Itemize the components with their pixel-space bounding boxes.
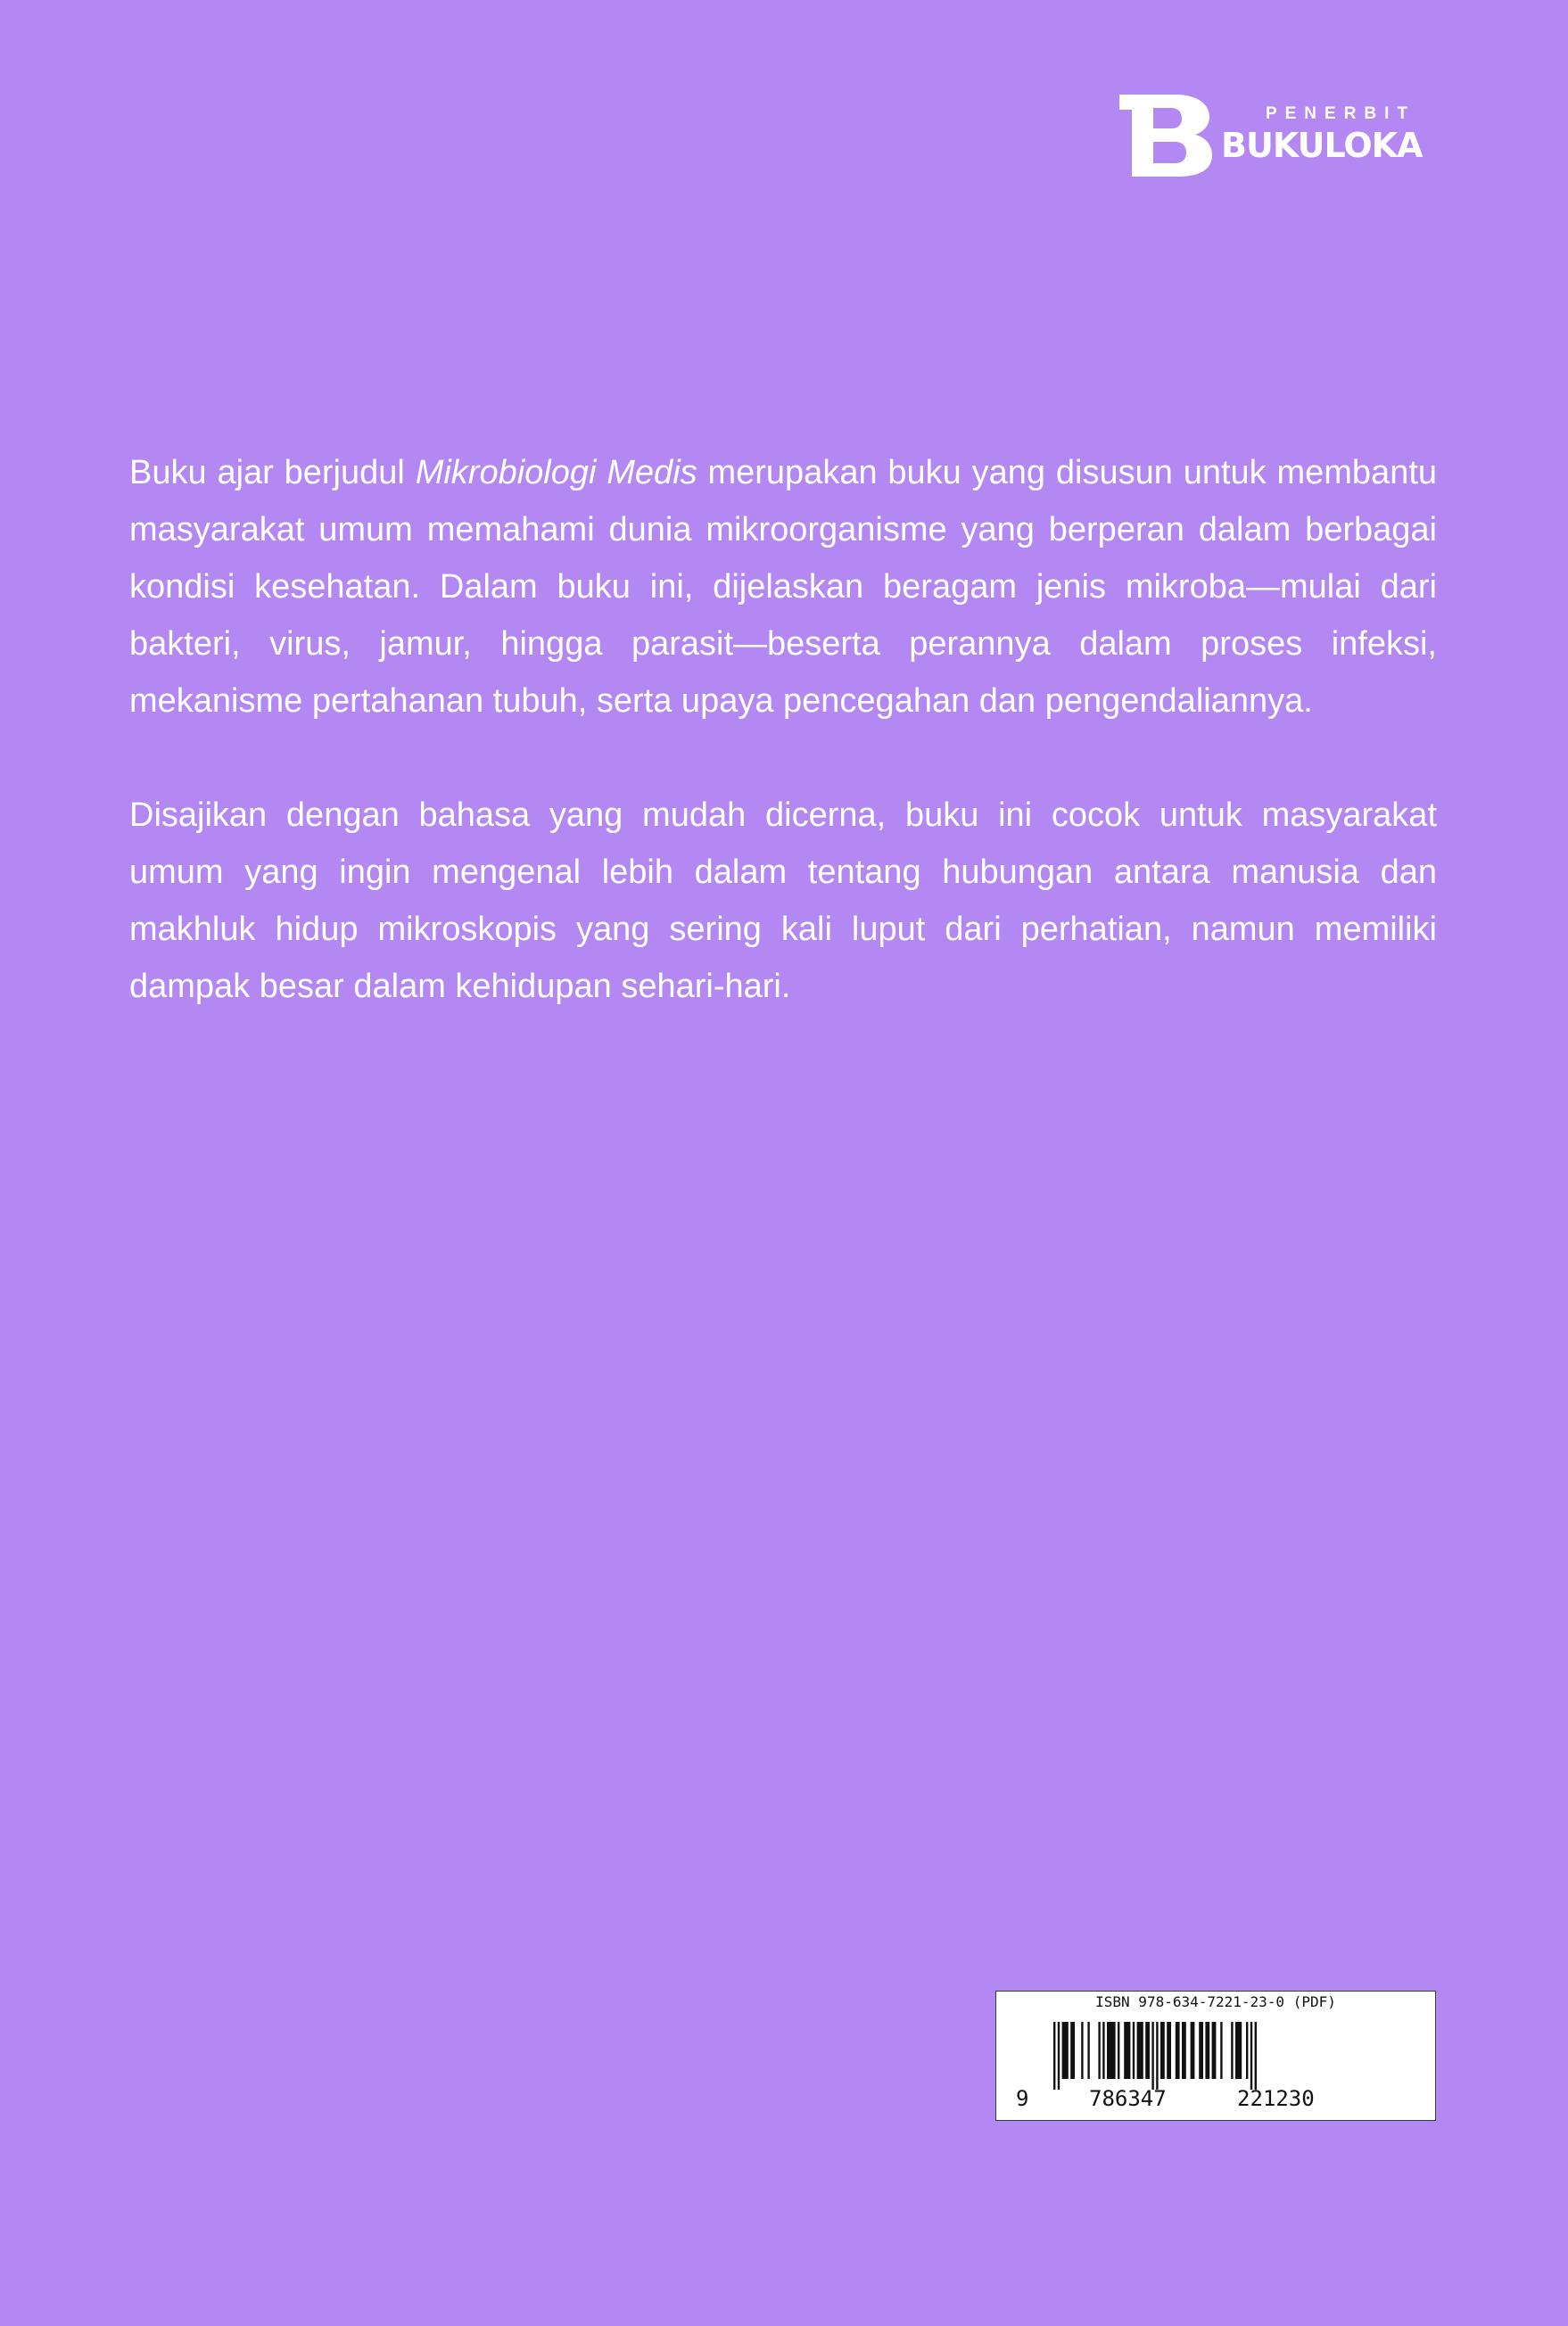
isbn-barcode bbox=[995, 1991, 1436, 2121]
book-title: Mikrobiologi Medis bbox=[415, 454, 697, 491]
barcode-bar bbox=[1182, 2022, 1186, 2079]
blurb-paragraph-1 bbox=[129, 444, 1437, 730]
barcode-bar bbox=[1160, 2022, 1165, 2079]
barcode-bar bbox=[1070, 2022, 1075, 2079]
blurb-p1-body: merupakan buku yang disusun untuk membantu masyarakat umum memahami dunia mikroorganisme yang berperan dalam berbagai kondisi kesehatan. Dalam buku ini, dijelaskan beragam jenis mikroba—mulai dari bakteri, virus, jamur, hingga parasit—beserta perannya dalam proses infeksi, mekanisme pertahanan tubuh, serta upaya pencegahan dan pengendaliannya. bbox=[129, 454, 1438, 720]
barcode-guard-bar bbox=[1250, 2022, 1252, 2090]
barcode-bar bbox=[1081, 2022, 1083, 2079]
blurb bbox=[129, 444, 1437, 1072]
barcode-bar bbox=[1087, 2022, 1089, 2079]
barcode-bar bbox=[1199, 2022, 1203, 2079]
barcode-bar bbox=[1212, 2022, 1217, 2079]
barcode-bar bbox=[1167, 2022, 1171, 2079]
barcode-bar bbox=[1246, 2022, 1248, 2079]
blurb-paragraph-2: Disajikan dengan bahasa yang mudah dicerna, buku ini cocok untuk masyarakat umum yang ingin mengenal lebih dalam tentang hubungan antara manusia dan makhluk hidup mikroskopis yang sering kali luput dari perhatian, namun memiliki dampak besar dalam kehidupan sehari-hari. bbox=[129, 796, 1437, 1005]
barcode-bar bbox=[1176, 2022, 1180, 2079]
barcode-bar bbox=[1235, 2022, 1242, 2079]
barcode-guard-bar bbox=[1058, 2022, 1060, 2090]
barcode-guard-bar bbox=[1151, 2022, 1153, 2090]
barcode-digits-right: 221230 bbox=[1237, 2086, 1315, 2111]
barcode-bar bbox=[1231, 2022, 1233, 2079]
barcode-bar bbox=[1118, 2022, 1119, 2079]
barcode-bar bbox=[1205, 2022, 1209, 2079]
barcode-bar bbox=[1220, 2022, 1222, 2079]
barcode-guard-bar bbox=[1156, 2022, 1158, 2090]
barcode-bar bbox=[1062, 2022, 1069, 2079]
barcode-bar bbox=[1107, 2022, 1116, 2079]
barcode-bar bbox=[1098, 2022, 1100, 2079]
barcode-bar bbox=[1102, 2022, 1104, 2079]
barcode-bar bbox=[1145, 2022, 1150, 2079]
publisher-logo bbox=[1119, 95, 1439, 177]
barcode-bar bbox=[1133, 2022, 1135, 2079]
barcode-guard-bar bbox=[1053, 2022, 1055, 2090]
publisher-name: BUKULOKA bbox=[1221, 126, 1423, 165]
barcode-bar bbox=[1137, 2022, 1143, 2079]
barcode-bar bbox=[1191, 2022, 1195, 2079]
barcode-guard-bar bbox=[1255, 2022, 1257, 2090]
blurb-p1-intro: Buku ajar berjudul bbox=[129, 454, 416, 491]
isbn-label: ISBN 978-634-7221-23-0 (PDF) bbox=[1095, 1993, 1336, 2010]
publisher-b-logo-icon bbox=[1119, 95, 1214, 177]
barcode-digit-first: 9 bbox=[1016, 2086, 1029, 2111]
barcode-digits-left: 786347 bbox=[1089, 2086, 1167, 2111]
barcode-bars bbox=[996, 1992, 1437, 2122]
publisher-label: PENERBIT bbox=[1265, 104, 1416, 123]
barcode-bar bbox=[1124, 2022, 1130, 2079]
